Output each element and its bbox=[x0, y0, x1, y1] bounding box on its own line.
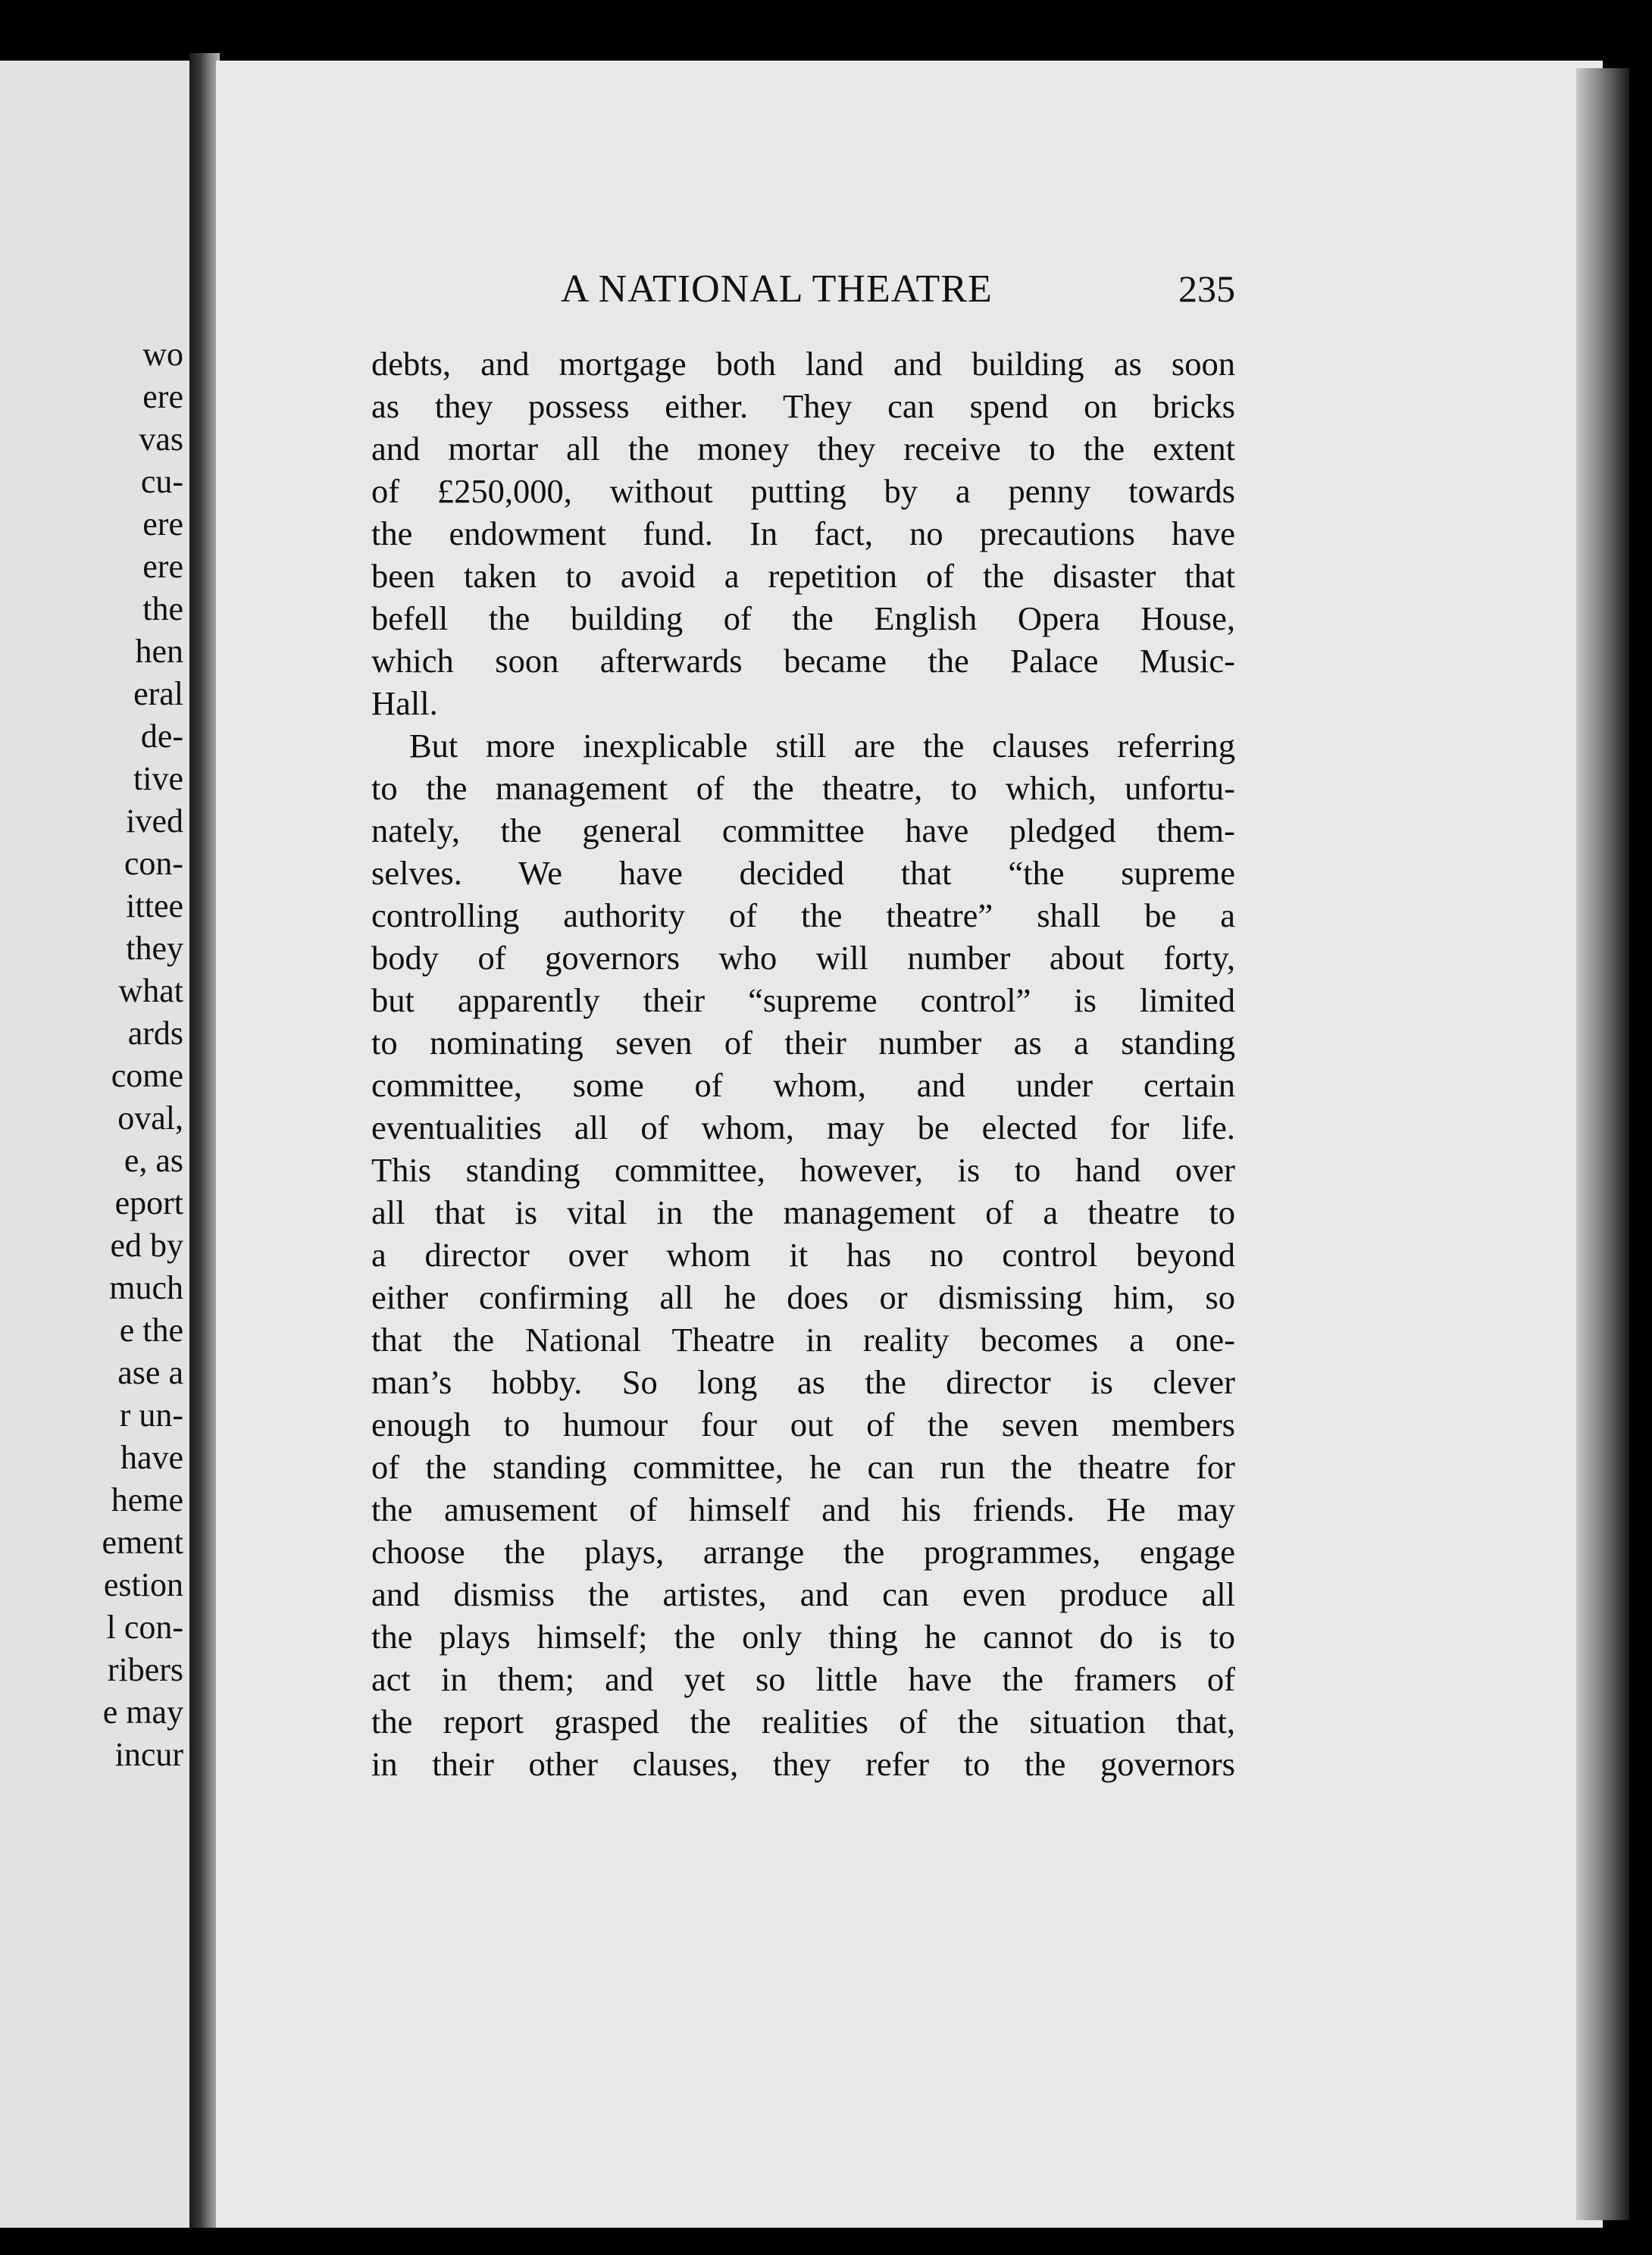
text-line: either confirming all he does or dismissing him, so bbox=[371, 1278, 1235, 1316]
left-line-fragment: ere bbox=[142, 548, 183, 585]
left-page bbox=[0, 61, 199, 2228]
text-line: selves. We have decided that “the supreme bbox=[371, 854, 1235, 892]
left-line-fragment: come bbox=[111, 1057, 183, 1094]
left-line-fragment: heme bbox=[111, 1481, 183, 1518]
left-line-fragment: tive bbox=[133, 760, 183, 797]
left-line-fragment: e, as bbox=[124, 1142, 183, 1179]
text-line: and dismiss the artistes, and can even produce all bbox=[371, 1575, 1235, 1613]
text-line: enough to humour four out of the seven members bbox=[371, 1406, 1235, 1443]
text-line: a director over whom it has no control beyond bbox=[371, 1236, 1235, 1274]
left-line-fragment: l con- bbox=[106, 1609, 183, 1646]
page-edge-shadow bbox=[1576, 68, 1629, 2220]
left-line-fragment: eport bbox=[114, 1184, 183, 1221]
text-line: nately, the general committee have pledged them- bbox=[371, 812, 1235, 849]
text-line: to the management of the theatre, to which, unfortu- bbox=[371, 769, 1235, 807]
text-line: body of governors who will number about forty, bbox=[371, 939, 1235, 977]
text-line: been taken to avoid a repetition of the disaster that bbox=[371, 557, 1235, 595]
text-line: the report grasped the realities of the situation that, bbox=[371, 1703, 1235, 1741]
body-text bbox=[371, 342, 1235, 1785]
text-line: the plays himself; the only thing he cannot do is to bbox=[371, 1618, 1235, 1656]
left-line-fragment: incur bbox=[114, 1736, 183, 1773]
left-line-fragment: e the bbox=[119, 1312, 183, 1349]
text-line: eventualities all of whom, may be elected for life. bbox=[371, 1109, 1235, 1146]
left-line-fragment: they bbox=[126, 930, 183, 967]
text-line: act in them; and yet so little have the framers of bbox=[371, 1660, 1235, 1698]
text-line: befell the building of the English Opera House, bbox=[371, 599, 1235, 637]
left-line-fragment: have bbox=[120, 1439, 183, 1476]
text-line: in their other clauses, they refer to the governors bbox=[371, 1745, 1235, 1783]
text-line: of the standing committee, he can run the theatre for bbox=[371, 1448, 1235, 1486]
text-line: but apparently their “supreme control” is limited bbox=[371, 981, 1235, 1019]
left-line-fragment: cu- bbox=[140, 463, 183, 500]
left-line-fragment: ribers bbox=[107, 1651, 183, 1688]
left-line-fragment: con- bbox=[124, 845, 183, 882]
text-line: that the National Theatre in reality becomes a one- bbox=[371, 1321, 1235, 1359]
text-line: debts, and mortgage both land and building as soon bbox=[371, 345, 1235, 383]
left-line-fragment: ere bbox=[142, 505, 183, 543]
text-line: as they possess either. They can spend on bricks bbox=[371, 387, 1235, 425]
text-line: choose the plays, arrange the programmes, engage bbox=[371, 1533, 1235, 1571]
text-line: But more inexplicable still are the clauses referring bbox=[409, 727, 1235, 765]
left-line-fragment: r un- bbox=[119, 1396, 183, 1434]
running-head bbox=[371, 267, 1235, 320]
left-line-fragment: what bbox=[118, 972, 183, 1009]
text-line: all that is vital in the management of a theatre to bbox=[371, 1193, 1235, 1231]
running-title: A NATIONAL THEATRE bbox=[561, 267, 993, 311]
left-line-fragment: hen bbox=[135, 633, 183, 670]
text-line: man’s hobby. So long as the director is clever bbox=[371, 1363, 1235, 1401]
text-line: to nominating seven of their number as a standing bbox=[371, 1024, 1235, 1062]
left-line-fragment: eral bbox=[133, 675, 183, 712]
left-line-fragment: oval, bbox=[117, 1099, 183, 1137]
text-line: and mortar all the money they receive to the extent bbox=[371, 430, 1235, 468]
left-line-fragment: ed by bbox=[110, 1227, 183, 1264]
text-line: the endowment fund. In fact, no precautions have bbox=[371, 514, 1235, 552]
left-line-fragment: de- bbox=[140, 718, 183, 755]
text-line: which soon afterwards became the Palace Music- bbox=[371, 642, 1235, 680]
text-line: controlling authority of the theatre” shall be a bbox=[371, 896, 1235, 934]
left-line-fragment: ards bbox=[127, 1015, 183, 1052]
text-line: Hall. bbox=[371, 684, 438, 722]
text-line: This standing committee, however, is to hand over bbox=[371, 1151, 1235, 1189]
book-gutter bbox=[189, 53, 220, 2228]
left-line-fragment: ase a bbox=[117, 1354, 183, 1391]
left-line-fragment: e may bbox=[102, 1694, 183, 1731]
text-line: of £250,000, without putting by a penny towards bbox=[371, 472, 1235, 510]
left-page-text-fragments bbox=[0, 333, 183, 1776]
text-line: committee, some of whom, and under certain bbox=[371, 1066, 1235, 1104]
left-line-fragment: the bbox=[142, 590, 183, 627]
left-line-fragment: ittee bbox=[126, 887, 183, 924]
left-line-fragment: ement bbox=[102, 1524, 183, 1561]
left-line-fragment: estion bbox=[103, 1566, 183, 1603]
text-line: the amusement of himself and his friends. He may bbox=[371, 1490, 1235, 1528]
left-line-fragment: much bbox=[109, 1269, 183, 1306]
left-line-fragment: ere bbox=[142, 378, 183, 415]
left-line-fragment: ived bbox=[126, 802, 183, 840]
left-line-fragment: vas bbox=[139, 421, 183, 458]
left-line-fragment: wo bbox=[142, 336, 183, 373]
page-number: 235 bbox=[1178, 267, 1235, 310]
